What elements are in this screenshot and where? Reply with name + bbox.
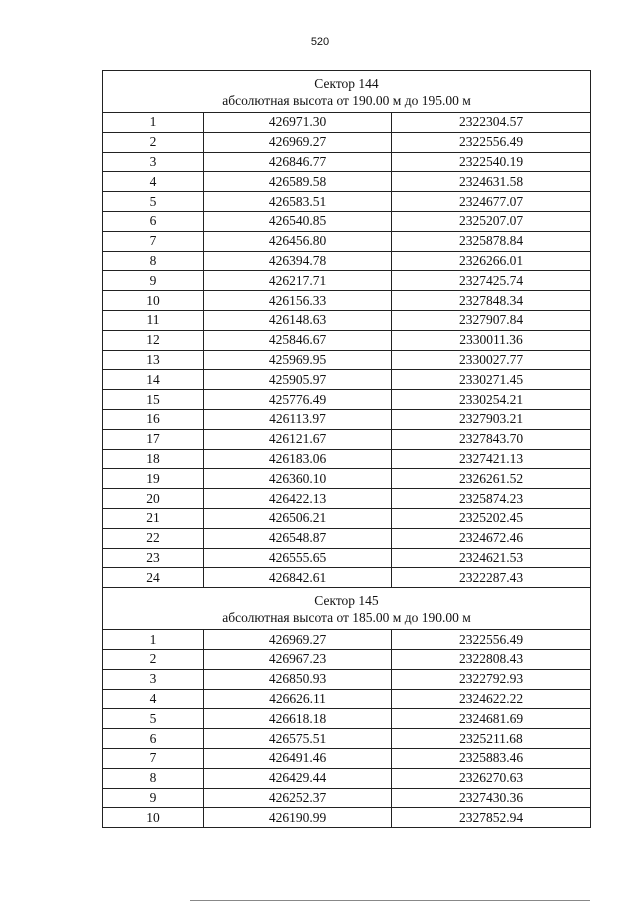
x-coordinate-cell: 426583.51 [204,192,392,212]
table-row [103,330,591,350]
point-number-cell: 1 [103,630,204,650]
y-coordinate-cell: 2325874.23 [392,489,591,509]
table-row [103,310,591,330]
table-row [103,132,591,152]
point-number-cell: 10 [103,291,204,311]
table-row [103,508,591,528]
x-coordinate-cell: 426148.63 [204,310,392,330]
x-coordinate-cell: 426969.27 [204,630,392,650]
sector-header-row [103,588,591,630]
table-row [103,390,591,410]
y-coordinate-cell: 2322287.43 [392,568,591,588]
table-row [103,211,591,231]
sector-title: Сектор 144 [314,76,379,91]
point-number-cell: 3 [103,669,204,689]
table-row [103,669,591,689]
y-coordinate-cell: 2322808.43 [392,649,591,669]
table-row [103,192,591,212]
x-coordinate-cell: 426626.11 [204,689,392,709]
point-number-cell: 20 [103,489,204,509]
coordinates-table-body [103,71,591,828]
x-coordinate-cell: 426394.78 [204,251,392,271]
point-number-cell: 21 [103,508,204,528]
y-coordinate-cell: 2327852.94 [392,808,591,828]
x-coordinate-cell: 426422.13 [204,489,392,509]
table-row [103,370,591,390]
table-row [103,788,591,808]
table-row [103,528,591,548]
x-coordinate-cell: 426575.51 [204,729,392,749]
point-number-cell: 4 [103,689,204,709]
y-coordinate-cell: 2322792.93 [392,669,591,689]
point-number-cell: 5 [103,709,204,729]
y-coordinate-cell: 2330254.21 [392,390,591,410]
point-number-cell: 11 [103,310,204,330]
x-coordinate-cell: 426113.97 [204,409,392,429]
point-number-cell: 8 [103,251,204,271]
table-row [103,291,591,311]
table-row [103,808,591,828]
coordinates-table [102,70,591,828]
x-coordinate-cell: 426183.06 [204,449,392,469]
sector-header-row [103,71,591,113]
point-number-cell: 3 [103,152,204,172]
x-coordinate-cell: 426846.77 [204,152,392,172]
x-coordinate-cell: 425846.67 [204,330,392,350]
point-number-cell: 4 [103,172,204,192]
y-coordinate-cell: 2324631.58 [392,172,591,192]
sector-header [103,71,591,113]
y-coordinate-cell: 2325211.68 [392,729,591,749]
table-row [103,709,591,729]
point-number-cell: 19 [103,469,204,489]
point-number-cell: 7 [103,748,204,768]
x-coordinate-cell: 426842.61 [204,568,392,588]
point-number-cell: 22 [103,528,204,548]
y-coordinate-cell: 2324621.53 [392,548,591,568]
y-coordinate-cell: 2322540.19 [392,152,591,172]
table-row [103,469,591,489]
point-number-cell: 24 [103,568,204,588]
table-row [103,271,591,291]
point-number-cell: 2 [103,649,204,669]
y-coordinate-cell: 2325207.07 [392,211,591,231]
x-coordinate-cell: 425905.97 [204,370,392,390]
y-coordinate-cell: 2327903.21 [392,409,591,429]
x-coordinate-cell: 426156.33 [204,291,392,311]
point-number-cell: 15 [103,390,204,410]
point-number-cell: 9 [103,271,204,291]
x-coordinate-cell: 426540.85 [204,211,392,231]
x-coordinate-cell: 426555.65 [204,548,392,568]
y-coordinate-cell: 2326266.01 [392,251,591,271]
x-coordinate-cell: 426429.44 [204,768,392,788]
y-coordinate-cell: 2322556.49 [392,630,591,650]
y-coordinate-cell: 2330011.36 [392,330,591,350]
point-number-cell: 9 [103,788,204,808]
y-coordinate-cell: 2324677.07 [392,192,591,212]
x-coordinate-cell: 425969.95 [204,350,392,370]
point-number-cell: 1 [103,113,204,133]
sector-title: Сектор 145 [314,593,379,609]
y-coordinate-cell: 2325883.46 [392,748,591,768]
table-row [103,489,591,509]
table-row [103,113,591,133]
table-row [103,429,591,449]
y-coordinate-cell: 2324622.22 [392,689,591,709]
point-number-cell: 18 [103,449,204,469]
x-coordinate-cell: 426589.58 [204,172,392,192]
x-coordinate-cell: 426969.27 [204,132,392,152]
y-coordinate-cell: 2330271.45 [392,370,591,390]
table-row [103,689,591,709]
page-number: 520 [310,36,330,48]
point-number-cell: 5 [103,192,204,212]
point-number-cell: 12 [103,330,204,350]
table-row [103,449,591,469]
x-coordinate-cell: 426967.23 [204,649,392,669]
table-row [103,350,591,370]
y-coordinate-cell: 2324672.46 [392,528,591,548]
table-row [103,748,591,768]
x-coordinate-cell: 426618.18 [204,709,392,729]
point-number-cell: 6 [103,729,204,749]
sector-altitude-range: абсолютная высота от 190.00 м до 195.00 м [222,93,471,108]
x-coordinate-cell: 426217.71 [204,271,392,291]
y-coordinate-cell: 2327848.34 [392,291,591,311]
point-number-cell: 14 [103,370,204,390]
y-coordinate-cell: 2327907.84 [392,310,591,330]
table-row [103,630,591,650]
point-number-cell: 2 [103,132,204,152]
table-row [103,409,591,429]
y-coordinate-cell: 2327843.70 [392,429,591,449]
x-coordinate-cell: 426121.67 [204,429,392,449]
y-coordinate-cell: 2324681.69 [392,709,591,729]
table-row [103,231,591,251]
y-coordinate-cell: 2326270.63 [392,768,591,788]
sector-altitude-range: абсолютная высота от 185.00 м до 190.00 м [222,610,471,626]
x-coordinate-cell: 425776.49 [204,390,392,410]
point-number-cell: 6 [103,211,204,231]
y-coordinate-cell: 2325878.84 [392,231,591,251]
point-number-cell: 23 [103,548,204,568]
table-row [103,548,591,568]
x-coordinate-cell: 426456.80 [204,231,392,251]
page-bottom-line [190,900,590,901]
table-row [103,568,591,588]
table-row [103,172,591,192]
y-coordinate-cell: 2325202.45 [392,508,591,528]
x-coordinate-cell: 426190.99 [204,808,392,828]
point-number-cell: 8 [103,768,204,788]
y-coordinate-cell: 2322304.57 [392,113,591,133]
table-row [103,729,591,749]
y-coordinate-cell: 2327430.36 [392,788,591,808]
point-number-cell: 16 [103,409,204,429]
x-coordinate-cell: 426252.37 [204,788,392,808]
x-coordinate-cell: 426850.93 [204,669,392,689]
x-coordinate-cell: 426491.46 [204,748,392,768]
point-number-cell: 10 [103,808,204,828]
y-coordinate-cell: 2326261.52 [392,469,591,489]
y-coordinate-cell: 2327425.74 [392,271,591,291]
y-coordinate-cell: 2327421.13 [392,449,591,469]
x-coordinate-cell: 426971.30 [204,113,392,133]
table-row [103,251,591,271]
table-row [103,768,591,788]
table-row [103,649,591,669]
point-number-cell: 13 [103,350,204,370]
x-coordinate-cell: 426360.10 [204,469,392,489]
x-coordinate-cell: 426506.21 [204,508,392,528]
point-number-cell: 17 [103,429,204,449]
point-number-cell: 7 [103,231,204,251]
x-coordinate-cell: 426548.87 [204,528,392,548]
y-coordinate-cell: 2322556.49 [392,132,591,152]
y-coordinate-cell: 2330027.77 [392,350,591,370]
table-row [103,152,591,172]
sector-header [103,588,591,630]
